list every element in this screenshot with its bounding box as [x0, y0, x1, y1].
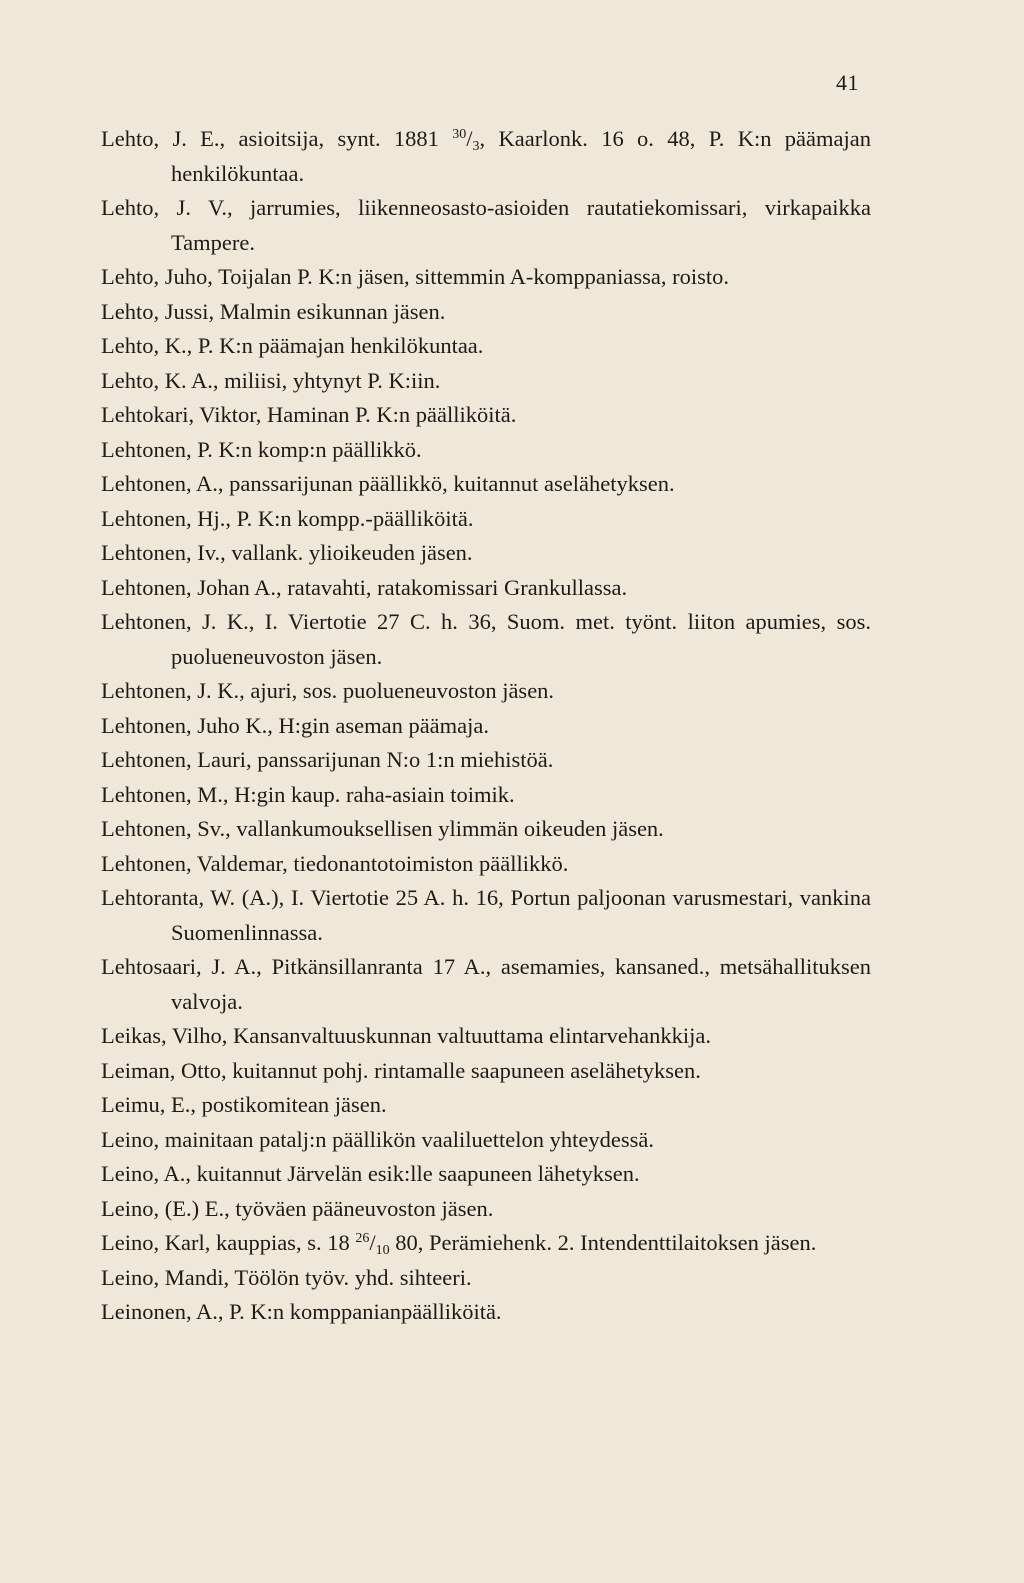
entry-post: 80, Perämiehenk. 2. Intendenttilaitoksen jäsen.	[389, 1230, 817, 1255]
page-number: 41	[836, 70, 859, 95]
list-item: Lehtonen, Hj., P. K:n kompp.-päälliköitä.	[101, 505, 474, 531]
entry-sub: 3	[472, 139, 480, 154]
list-item: Lehto, K., P. K:n päämajan henkilökuntaa.	[101, 333, 484, 358]
entry-sup: 26	[355, 1231, 370, 1246]
list-item: Lehtonen, Valdemar, tiedonantotoimiston päällikkö.	[101, 850, 569, 876]
list-item: Leino, (E.) E., työväen pääneuvoston jäsen.	[101, 1195, 494, 1221]
list-item: Lehtonen, Iv., vallank. ylioikeuden jäsen.	[101, 540, 473, 565]
list-item: Lehtoranta, W. (A.), I. Viertotie 25 A. h. 16, Portun paljoonan varusmestari, vankina Suomenlinnassa.	[101, 885, 871, 945]
list-item: Lehtokari, Viktor, Haminan P. K:n päälliköitä.	[101, 402, 517, 427]
entry-sup: 30	[452, 127, 467, 142]
list-item: Lehto, J. V., jarrumies, liikenneosasto-asioiden rautatiekomissari, virkapaikka Tampere.	[101, 195, 871, 255]
entry-mid: /	[369, 1230, 376, 1255]
list-item: Leiman, Otto, kuitannut pohj. rintamalle saapuneen aselähetyksen.	[101, 1057, 701, 1083]
entry-list	[101, 122, 871, 1330]
list-item: Lehtonen, Juho K., H:gin aseman päämaja.	[101, 712, 490, 738]
entry-sub: 10	[375, 1243, 390, 1258]
list-item: Leikas, Vilho, Kansanvaltuuskunnan valtuuttama elintarvehankkija.	[101, 1023, 711, 1048]
list-item	[101, 1226, 871, 1261]
list-item: Leino, mainitaan patalj:n päällikön vaaliluettelon yhteydessä.	[101, 1126, 654, 1152]
list-item: Lehto, Jussi, Malmin esikunnan jäsen.	[101, 298, 446, 324]
entry-pre: Lehto, J. E., asioitsija, synt. 1881	[101, 126, 453, 151]
list-item: Leimu, E., postikomitean jäsen.	[101, 1092, 387, 1117]
list-item	[101, 122, 871, 191]
list-item: Lehtonen, Johan A., ratavahti, ratakomissari Grankullassa.	[101, 574, 628, 600]
list-item: Lehtonen, M., H:gin kaup. raha-asiain toimik.	[101, 781, 515, 807]
list-item: Lehtonen, P. K:n komp:n päällikkö.	[101, 436, 422, 462]
list-item: Lehtonen, Lauri, panssarijunan N:o 1:n miehistöä.	[101, 747, 554, 772]
entry-pre: Leino, Karl, kauppias, s. 18	[101, 1230, 356, 1255]
list-item: Lehto, Juho, Toijalan P. K:n jäsen, sittemmin A-komppaniassa, roisto.	[101, 264, 729, 289]
list-item: Lehtosaari, J. A., Pitkänsillanranta 17 A., asemamies, kansaned., metsähallituksen valvoja.	[101, 954, 871, 1014]
list-item: Leinonen, A., P. K:n komppanianpäälliköitä.	[101, 1299, 502, 1324]
entry-mid: /	[466, 126, 473, 151]
entry-post: , Kaarlonk. 16 o. 48, P. K:n päämajan henkilökuntaa.	[171, 126, 871, 186]
list-item: Lehtonen, J. K., I. Viertotie 27 C. h. 36, Suom. met. työnt. liiton apumies, sos. puolueneuvoston jäsen.	[101, 609, 871, 669]
list-item: Lehto, K. A., miliisi, yhtynyt P. K:iin.	[101, 367, 441, 393]
list-item: Lehtonen, Sv., vallankumouksellisen ylimmän oikeuden jäsen.	[101, 816, 664, 841]
list-item: Leino, Mandi, Töölön työv. yhd. sihteeri.	[101, 1264, 472, 1290]
list-item: Lehtonen, A., panssarijunan päällikkö, kuitannut aselähetyksen.	[101, 471, 675, 496]
list-item: Leino, A., kuitannut Järvelän esik:lle saapuneen lähetyksen.	[101, 1161, 640, 1186]
list-item: Lehtonen, J. K., ajuri, sos. puolueneuvoston jäsen.	[101, 678, 555, 703]
